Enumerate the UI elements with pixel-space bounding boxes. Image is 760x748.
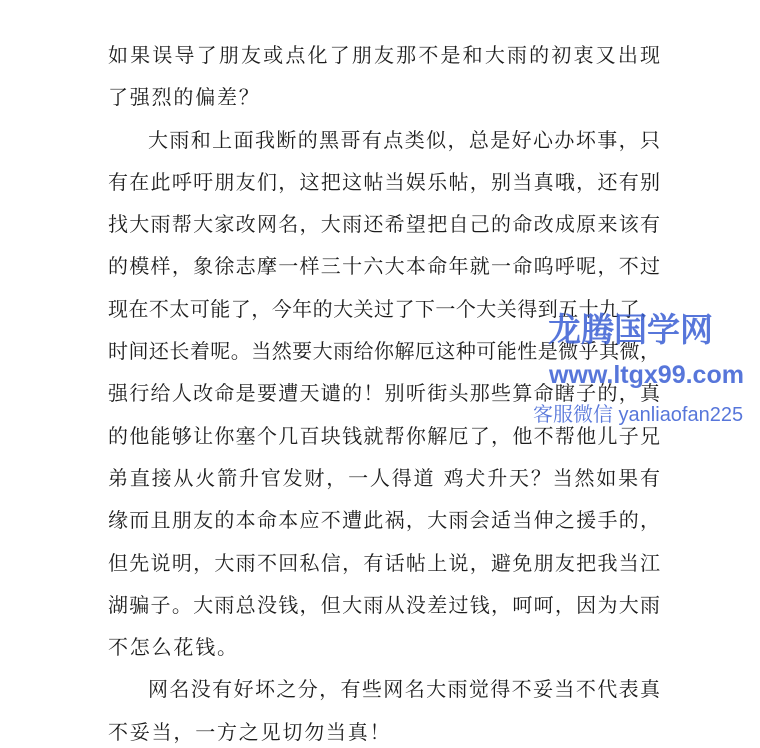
watermark-contact: 客服微信 yanliaofan225: [533, 404, 744, 426]
paragraph: [108, 125, 660, 663]
text-line: 的模样，象徐志摩一样三十六大本命年就一命呜呼呢，不过: [108, 254, 660, 279]
text-line: 大雨和上面我断的黑哥有点类似，总是好心办坏事，只: [148, 127, 660, 152]
text-line: 如果误导了朋友或点化了朋友那不是和大雨的初衷又出现: [108, 43, 660, 67]
text-line: 湖骗子。大雨总没钱，但大雨从没差过钱，呵呵，因为大雨: [108, 592, 660, 617]
text-line: 缘而且朋友的本命本应不遭此祸，大雨会适当伸之援手的，: [108, 508, 660, 533]
watermark-url: www.ltgx99.com: [549, 361, 744, 389]
text-line: 强行给人改命是要遭天谴的！别听街头那些算命瞎子的，真: [108, 381, 660, 406]
text-line: 不怎么花钱。: [108, 635, 239, 660]
text-line: 网名没有好坏之分，有些网名大雨觉得不妥当不代表真: [148, 677, 660, 702]
text-line: 有在此呼吁朋友们，这把这帖当娱乐帖，别当真哦，还有别: [108, 169, 660, 194]
text-line: 不妥当，一方之见切勿当真！: [108, 719, 392, 744]
text-line: 现在不太可能了，今年的大关过了下一个大关得到五十九了，: [108, 296, 660, 321]
text-line: 找大雨帮大家改网名，大雨还希望把自己的命改成原来该有: [108, 212, 660, 237]
text-line: 的他能够让你塞个几百块钱就帮你解厄了，他不帮他儿子兄: [108, 423, 660, 448]
text-line: 了强烈的偏差？: [108, 85, 261, 110]
watermark-title: 龙腾国学网: [548, 311, 713, 348]
text-line: 时间还长着呢。当然要大雨给你解厄这种可能性是微乎其微，: [108, 339, 660, 364]
paragraph: [108, 674, 660, 746]
text-line: 但先说明，大雨不回私信，有话帖上说，避免朋友把我当江: [108, 550, 660, 575]
text-line: 弟直接从火箭升官发财，一人得道 鸡犬升天？当然如果有: [108, 465, 660, 490]
paragraph: [108, 40, 660, 112]
document-body: [108, 40, 660, 747]
